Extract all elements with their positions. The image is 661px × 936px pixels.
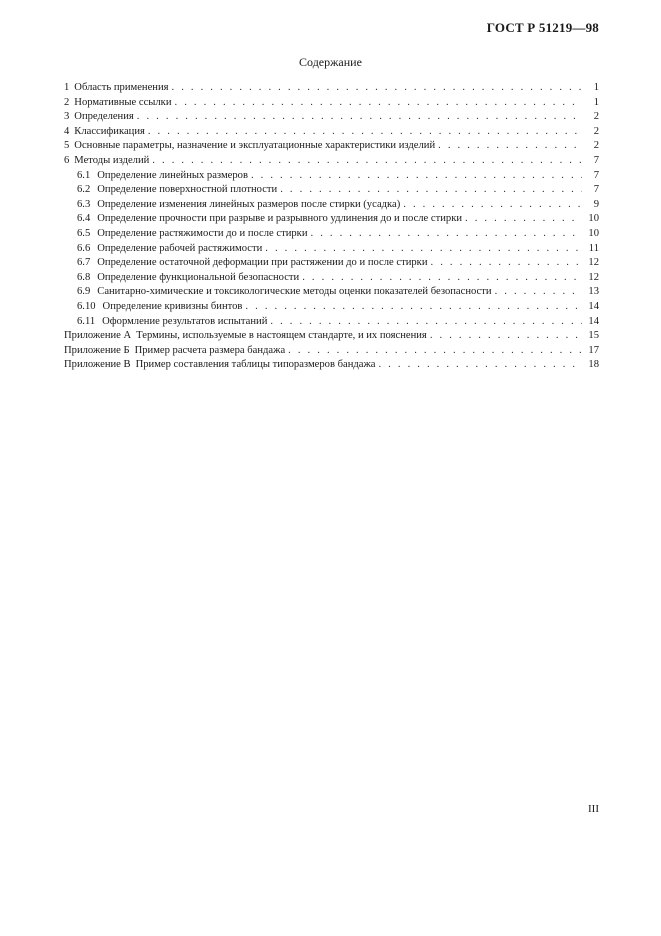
toc-dot-leader: [403, 198, 582, 213]
toc-dot-leader: [175, 96, 582, 111]
toc-entry-title: Определение растяжимости до и после стирки: [97, 227, 308, 239]
toc-dot-leader: [280, 183, 582, 198]
toc-entry[interactable]: [64, 242, 599, 257]
toc-entry-title: Определение поверхностной плотности: [97, 184, 278, 196]
toc-entry-page: 14: [588, 315, 599, 327]
toc-entry[interactable]: [64, 81, 599, 96]
toc-entry-number: 6.10: [77, 300, 96, 312]
toc-entry[interactable]: [64, 169, 599, 184]
table-of-contents: [64, 81, 599, 373]
toc-entry-number: 6.3: [77, 198, 91, 210]
toc-entry-page: 2: [593, 125, 599, 137]
toc-entry[interactable]: [64, 154, 599, 169]
toc-entry-title: Определение кривизны бинтов: [102, 300, 243, 312]
toc-entry-page: 10: [588, 213, 599, 225]
toc-entry[interactable]: [64, 315, 599, 330]
toc-entry-title: Область применения: [74, 82, 169, 93]
toc-entry-title: Методы изделий: [74, 154, 150, 166]
toc-entry-number: 1: [64, 82, 70, 93]
toc-dot-leader: [288, 344, 582, 359]
toc-dot-leader: [245, 300, 582, 315]
toc-entry-number: 6.2: [77, 184, 91, 196]
toc-entry-number: 4: [64, 125, 70, 137]
toc-entry-title: Определение рабочей растяжимости: [97, 242, 263, 254]
toc-entry-page: 12: [588, 271, 599, 283]
toc-entry[interactable]: [64, 198, 599, 213]
toc-entry[interactable]: [64, 96, 599, 111]
toc-entry-title: Пример составления таблицы типоразмеров бандажа: [135, 359, 376, 371]
toc-entry-number: Приложение В: [64, 359, 131, 371]
toc-dot-leader: [430, 329, 582, 344]
toc-entry-title: Определения: [74, 111, 134, 123]
toc-entry-page: 12: [588, 257, 599, 269]
toc-entry-title: Основные параметры, назначение и эксплуатационные характеристики изделий: [74, 140, 436, 152]
toc-dot-leader: [378, 358, 582, 373]
toc-entry-title: Классификация: [74, 125, 145, 137]
toc-entry-number: 6.1: [77, 169, 91, 181]
toc-dot-leader: [152, 154, 582, 169]
toc-entry-page: 1: [593, 96, 599, 108]
toc-entry-number: 6.5: [77, 227, 91, 239]
toc-entry-number: Приложение Б: [64, 344, 130, 356]
toc-entry[interactable]: [64, 300, 599, 315]
toc-entry-number: 6.6: [77, 242, 91, 254]
toc-entry-title: Нормативные ссылки: [74, 96, 172, 108]
toc-dot-leader: [270, 315, 582, 330]
toc-entry[interactable]: [64, 271, 599, 286]
toc-entry-number: 6: [64, 154, 70, 166]
toc-entry[interactable]: [64, 344, 599, 359]
toc-dot-leader: [495, 285, 582, 300]
toc-entry-page: 9: [593, 198, 599, 210]
toc-entry-number: 5: [64, 140, 70, 152]
toc-entry-title: Пример расчета размера бандажа: [134, 344, 286, 356]
toc-dot-leader: [137, 110, 582, 125]
toc-entry-title: Определение прочности при разрыве и разрывного удлинения до и после стирки: [97, 213, 463, 225]
toc-entry-page: 14: [588, 300, 599, 312]
toc-entry[interactable]: [64, 256, 599, 271]
toc-entry-page: 1: [593, 82, 599, 93]
toc-entry[interactable]: [64, 110, 599, 125]
toc-entry[interactable]: [64, 212, 599, 227]
toc-entry-page: 15: [588, 330, 599, 342]
toc-entry-number: Приложение А: [64, 330, 132, 342]
toc-dot-leader: [311, 227, 582, 242]
toc-entry-page: 13: [588, 286, 599, 298]
toc-entry-page: 7: [593, 154, 599, 166]
toc-title: Содержание: [299, 55, 362, 69]
toc-entry-page: 10: [588, 227, 599, 239]
toc-entry-page: 17: [588, 344, 599, 356]
toc-entry-title: Санитарно-химические и токсикологические методы оценки показателей безопасности: [97, 286, 492, 298]
toc-dot-leader: [265, 242, 582, 257]
toc-entry[interactable]: [64, 358, 599, 373]
toc-entry-page: 7: [593, 169, 599, 181]
toc-dot-leader: [251, 169, 582, 184]
toc-entry-page: 18: [588, 359, 599, 371]
toc-entry[interactable]: [64, 285, 599, 300]
toc-entry[interactable]: [64, 329, 599, 344]
toc-entry-page: 2: [593, 111, 599, 123]
toc-entry-title: Определение остаточной деформации при растяжении до и после стирки: [97, 257, 428, 269]
toc-entry-number: 2: [64, 96, 70, 108]
toc-dot-leader: [302, 271, 582, 286]
toc-entry-number: 6.8: [77, 271, 91, 283]
toc-entry-title: Термины, используемые в настоящем стандарте, и их пояснения: [136, 330, 427, 342]
toc-entry-title: Оформление результатов испытаний: [102, 315, 268, 327]
toc-entry[interactable]: [64, 139, 599, 154]
toc-entry-number: 6.4: [77, 213, 91, 225]
toc-entry-page: 11: [588, 242, 599, 254]
toc-entry[interactable]: [64, 227, 599, 242]
toc-dot-leader: [438, 139, 582, 154]
toc-entry-number: 6.11: [77, 315, 96, 327]
toc-entry-title: Определение функциональной безопасности: [97, 271, 300, 283]
toc-entry[interactable]: [64, 183, 599, 198]
toc-entry-number: 3: [64, 111, 70, 123]
toc-entry[interactable]: [64, 125, 599, 140]
toc-entry-title: Определение изменения линейных размеров после стирки (усадка): [97, 198, 401, 210]
toc-entry-page: 7: [593, 184, 599, 196]
toc-dot-leader: [172, 81, 583, 96]
toc-dot-leader: [465, 212, 582, 227]
toc-entry-title: Определение линейных размеров: [97, 169, 248, 181]
toc-entry-number: 6.7: [77, 257, 91, 269]
toc-entry-number: 6.9: [77, 286, 91, 298]
page-number: III: [588, 803, 599, 815]
toc-dot-leader: [148, 125, 582, 140]
toc-dot-leader: [431, 256, 582, 271]
toc-entry-page: 2: [593, 140, 599, 152]
document-code: ГОСТ Р 51219—98: [486, 20, 599, 35]
